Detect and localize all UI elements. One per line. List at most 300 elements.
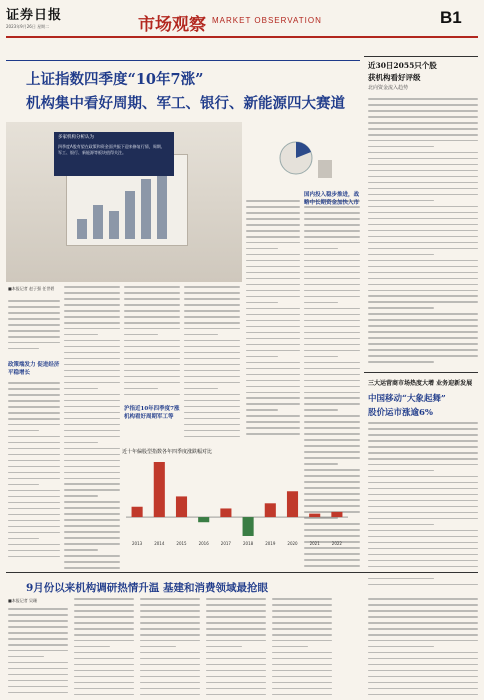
text-line	[184, 412, 240, 414]
sidebar-subtitle: 北向资金流入趋势	[368, 85, 409, 91]
text-line	[368, 476, 478, 478]
text-line	[206, 610, 266, 612]
text-line	[64, 328, 120, 330]
text-line	[64, 489, 120, 491]
text-line	[368, 652, 478, 654]
text-line	[124, 286, 180, 288]
bottom-column	[206, 598, 266, 700]
illustration-bar	[141, 179, 151, 239]
text-line	[368, 146, 434, 148]
text-line	[246, 326, 300, 328]
text-line	[8, 406, 60, 408]
text-line	[246, 356, 278, 358]
text-line	[368, 343, 478, 345]
text-line	[184, 286, 240, 288]
bottom-byline: ■本报记者 吴珊	[8, 598, 38, 603]
text-line	[124, 364, 180, 366]
section-title: 市场观察	[138, 15, 206, 35]
text-line	[140, 634, 200, 636]
text-line	[368, 658, 478, 660]
page-number: B1	[440, 8, 462, 27]
text-line	[304, 308, 360, 310]
text-line	[272, 670, 332, 672]
text-line	[124, 358, 180, 360]
text-line	[184, 358, 240, 360]
text-line	[368, 634, 478, 636]
text-line	[8, 436, 60, 438]
text-line	[368, 242, 478, 244]
text-line	[124, 352, 180, 354]
text-line	[368, 182, 478, 184]
text-line	[368, 260, 478, 262]
text-line	[368, 440, 478, 442]
text-line	[8, 556, 60, 558]
text-line	[206, 676, 266, 678]
text-line	[8, 348, 39, 350]
text-line	[368, 98, 478, 100]
text-line	[272, 646, 308, 648]
text-line	[140, 604, 200, 606]
text-line	[304, 218, 360, 220]
text-line	[304, 260, 360, 262]
text-line	[304, 386, 360, 388]
text-line	[368, 560, 478, 562]
text-line	[184, 340, 240, 342]
text-line	[64, 549, 98, 551]
text-line	[124, 310, 180, 312]
illustration-bar	[157, 169, 167, 239]
text-line	[368, 640, 478, 642]
text-line	[8, 424, 60, 426]
chart-tick-label: 2014	[154, 541, 165, 546]
text-line	[64, 561, 120, 563]
text-line	[246, 272, 300, 274]
chart-tick-label: 2018	[243, 541, 254, 546]
text-line	[8, 620, 68, 622]
chart-bar	[265, 503, 276, 517]
text-line	[368, 566, 478, 568]
headline-rule	[6, 60, 360, 61]
text-line	[368, 188, 478, 190]
text-line	[246, 224, 300, 226]
chart-tick-label: 2013	[132, 541, 143, 546]
text-line	[140, 676, 200, 678]
text-line	[184, 424, 240, 426]
bottom-column	[140, 598, 200, 700]
issue-date: 2023年9月26日 星期二	[6, 24, 50, 29]
bottom-headline: 9月份以来机构调研热情升温 基建和消费领域最抢眼	[26, 582, 268, 594]
text-line	[368, 506, 478, 508]
text-line	[368, 578, 434, 580]
text-line	[246, 296, 300, 298]
text-line	[206, 688, 266, 690]
text-line	[64, 334, 98, 336]
text-line	[8, 382, 60, 384]
text-line	[64, 555, 120, 557]
text-line	[140, 646, 176, 648]
chart-tick-label: 2016	[198, 541, 209, 546]
text-line	[368, 524, 434, 526]
article-column-1	[8, 286, 60, 292]
text-line	[304, 374, 360, 376]
text-line	[368, 116, 478, 118]
chart-bar	[132, 507, 143, 517]
byline: ■本报记者 赵子强 任世碧	[8, 286, 55, 291]
text-line	[64, 519, 120, 521]
masthead-rule	[6, 36, 478, 38]
text-line	[246, 248, 278, 250]
text-line	[304, 236, 360, 238]
text-line	[368, 272, 478, 274]
text-line	[246, 212, 300, 214]
text-line	[368, 337, 478, 339]
text-line	[368, 554, 478, 556]
text-line	[272, 682, 332, 684]
chart-bar	[331, 512, 342, 517]
newspaper-logo: 证券日报	[6, 8, 63, 23]
text-line	[304, 368, 360, 370]
text-line	[124, 394, 180, 396]
sidebar2-headline-2: 股价运市涨逾6%	[368, 408, 433, 418]
text-line	[304, 415, 360, 417]
chart-title: 近十年偏股型指数各年四季度涨跌幅对比	[122, 449, 213, 455]
text-line	[8, 538, 39, 540]
text-line	[64, 460, 120, 462]
article-column-4	[184, 286, 240, 442]
text-line	[8, 614, 68, 616]
text-line	[368, 200, 434, 202]
text-line	[368, 604, 478, 606]
text-line	[8, 496, 60, 498]
text-line	[8, 330, 60, 332]
text-line	[368, 194, 478, 196]
text-line	[124, 388, 158, 390]
column-subheading: 沪指近10年四季度7涨 机构看好周期军工等	[124, 406, 180, 420]
text-line	[304, 302, 338, 304]
main-headline-line2: 机构集中看好周期、军工、银行、新能源四大赛道	[26, 95, 345, 112]
column-subheading: 国内投入稳步推进，战略中长期资金加快入市	[304, 192, 360, 206]
text-line	[8, 394, 60, 396]
text-line	[184, 346, 240, 348]
text-line	[64, 543, 120, 545]
text-line	[246, 314, 300, 316]
text-line	[246, 386, 300, 388]
text-line	[304, 326, 360, 328]
text-line	[246, 302, 278, 304]
chart-tick-label: 2019	[265, 541, 276, 546]
text-line	[368, 512, 478, 514]
text-line	[8, 514, 60, 516]
text-line	[246, 409, 278, 411]
text-line	[8, 520, 60, 522]
text-line	[246, 415, 300, 417]
text-line	[8, 336, 60, 338]
sidebar2-kicker: 三大运营商市场热度大增 业务迎新发展	[368, 380, 473, 387]
text-block	[8, 300, 60, 354]
text-line	[246, 206, 300, 208]
text-line	[8, 656, 44, 658]
text-line	[8, 448, 60, 450]
text-line	[124, 298, 180, 300]
text-line	[74, 676, 134, 678]
text-line	[368, 170, 478, 172]
main-headline-line1: 上证指数四季度“10年7涨”	[26, 71, 204, 88]
text-line	[304, 332, 360, 334]
text-line	[368, 104, 478, 106]
text-line	[304, 230, 360, 232]
text-line	[184, 298, 240, 300]
text-line	[64, 501, 120, 503]
text-line	[140, 628, 200, 630]
text-line	[246, 350, 300, 352]
text-line	[304, 445, 360, 447]
text-line	[304, 272, 360, 274]
masthead	[0, 0, 484, 40]
text-line	[8, 472, 60, 474]
text-line	[246, 338, 300, 340]
text-line	[304, 206, 360, 208]
text-line	[8, 662, 68, 664]
article-column-5	[246, 200, 300, 439]
text-line	[304, 296, 360, 298]
text-line	[64, 340, 120, 342]
text-line	[64, 298, 120, 300]
text-line	[8, 490, 60, 492]
text-line	[74, 634, 134, 636]
text-line	[8, 318, 60, 320]
text-line	[140, 598, 200, 600]
text-line	[8, 400, 60, 402]
text-line	[272, 616, 332, 618]
text-line	[64, 448, 120, 450]
text-line	[368, 224, 478, 226]
text-line	[368, 616, 478, 618]
article-column-3	[124, 286, 180, 400]
illustration-block	[318, 160, 332, 178]
bottom-column	[272, 598, 332, 700]
text-line	[8, 692, 68, 694]
text-line	[272, 610, 332, 612]
sidebar2-rule	[364, 372, 478, 373]
text-line	[246, 236, 300, 238]
text-line	[246, 374, 300, 376]
text-line	[140, 640, 200, 642]
text-line	[64, 346, 120, 348]
text-line	[206, 670, 266, 672]
text-line	[64, 376, 120, 378]
text-line	[304, 397, 360, 399]
chart-bar	[198, 517, 209, 522]
illustration-bar	[77, 219, 87, 239]
text-line	[184, 394, 240, 396]
text-line	[124, 346, 180, 348]
text-line	[64, 388, 98, 390]
text-line	[8, 430, 39, 432]
column-subheading: 政策端发力 促进经济平稳增长	[8, 362, 60, 376]
text-line	[368, 482, 478, 484]
text-line	[184, 436, 240, 438]
text-line	[368, 628, 478, 630]
text-line	[304, 212, 360, 214]
text-line	[246, 427, 300, 429]
text-line	[246, 290, 300, 292]
text-line	[8, 478, 60, 480]
text-line	[64, 478, 120, 480]
chart-bar	[243, 517, 254, 536]
text-line	[272, 598, 332, 600]
text-line	[74, 688, 134, 690]
text-line	[304, 565, 360, 567]
text-line	[246, 320, 300, 322]
text-line	[368, 434, 478, 436]
text-line	[8, 412, 60, 414]
text-line	[368, 464, 478, 466]
bottom-column	[74, 598, 134, 700]
text-line	[206, 622, 266, 624]
text-line	[368, 349, 478, 351]
text-line	[272, 694, 332, 696]
text-line	[368, 248, 478, 250]
sidebar-headline-2: 获机构看好评级	[368, 73, 421, 82]
article-column-2	[64, 286, 120, 573]
text-line	[8, 526, 60, 528]
text-line	[368, 158, 478, 160]
text-line	[124, 322, 180, 324]
chart-bar	[287, 491, 298, 517]
text-line	[8, 324, 60, 326]
text-line	[368, 610, 478, 612]
text-line	[74, 640, 134, 642]
text-block	[8, 382, 60, 562]
text-line	[368, 355, 478, 357]
text-line	[74, 610, 134, 612]
text-line	[64, 454, 120, 456]
text-line	[64, 286, 120, 288]
text-line	[74, 670, 134, 672]
text-line	[304, 266, 360, 268]
text-line	[64, 507, 120, 509]
text-line	[368, 584, 478, 586]
text-line	[206, 682, 266, 684]
text-line	[304, 242, 360, 244]
text-line	[368, 542, 478, 544]
text-line	[368, 361, 434, 363]
text-line	[368, 122, 478, 124]
text-line	[64, 352, 120, 354]
text-line	[8, 550, 60, 552]
text-line	[272, 658, 332, 660]
text-line	[368, 290, 478, 292]
text-line	[74, 664, 134, 666]
chart-bar	[154, 462, 165, 517]
text-line	[64, 525, 120, 527]
text-line	[304, 248, 338, 250]
callout-body: 四季度A股有望在政策和资金面共振下迎来修复行情，周期、军工、银行、新能源等板块值得关注。	[58, 144, 165, 155]
text-line	[206, 598, 266, 600]
text-line	[74, 604, 134, 606]
text-line	[206, 658, 266, 660]
text-line	[368, 128, 478, 130]
text-line	[8, 544, 60, 546]
text-line	[64, 418, 120, 420]
text-line	[368, 488, 478, 490]
text-line	[8, 632, 68, 634]
text-line	[368, 598, 478, 600]
text-line	[64, 400, 120, 402]
text-line	[74, 616, 134, 618]
illustration-bar	[109, 211, 119, 239]
text-line	[184, 310, 240, 312]
text-line	[368, 694, 478, 696]
text-line	[304, 278, 360, 280]
text-line	[368, 152, 478, 154]
text-line	[64, 483, 120, 485]
text-line	[140, 688, 200, 690]
text-line	[272, 664, 332, 666]
text-line	[272, 688, 332, 690]
text-line	[64, 406, 120, 408]
text-line	[246, 403, 300, 405]
quarterly-bar-chart	[120, 456, 352, 548]
text-line	[64, 412, 120, 414]
text-line	[304, 320, 360, 322]
sidebar-headline-1: 近30日2055只个股	[368, 61, 437, 70]
text-line	[246, 362, 300, 364]
text-line	[246, 433, 300, 435]
text-line	[304, 350, 360, 352]
text-line	[246, 392, 300, 394]
text-line	[368, 446, 478, 448]
text-line	[304, 362, 360, 364]
text-line	[246, 380, 300, 382]
text-line	[304, 439, 360, 441]
text-line	[368, 325, 478, 327]
text-line	[368, 682, 478, 684]
text-line	[304, 344, 360, 346]
text-line	[272, 628, 332, 630]
text-line	[304, 254, 360, 256]
text-line	[184, 406, 240, 408]
text-line	[246, 332, 300, 334]
text-line	[368, 206, 478, 208]
text-line	[184, 376, 240, 378]
text-line	[74, 622, 134, 624]
text-line	[64, 364, 120, 366]
text-line	[206, 652, 266, 654]
text-line	[368, 212, 478, 214]
chart-bar	[220, 508, 231, 517]
text-line	[206, 646, 242, 648]
text-line	[64, 292, 120, 294]
text-line	[124, 328, 180, 330]
text-line	[64, 567, 120, 569]
text-line	[272, 652, 332, 654]
bottom-column	[368, 598, 478, 700]
text-line	[368, 676, 478, 678]
text-line	[368, 278, 478, 280]
text-line	[124, 340, 180, 342]
pie-illustration	[256, 130, 346, 190]
text-line	[184, 352, 240, 354]
text-line	[8, 650, 68, 652]
chart-bar	[176, 496, 187, 517]
text-line	[8, 312, 60, 314]
text-line	[368, 307, 434, 309]
text-line	[74, 628, 134, 630]
text-line	[64, 430, 120, 432]
text-line	[8, 532, 60, 534]
text-line	[368, 548, 478, 550]
